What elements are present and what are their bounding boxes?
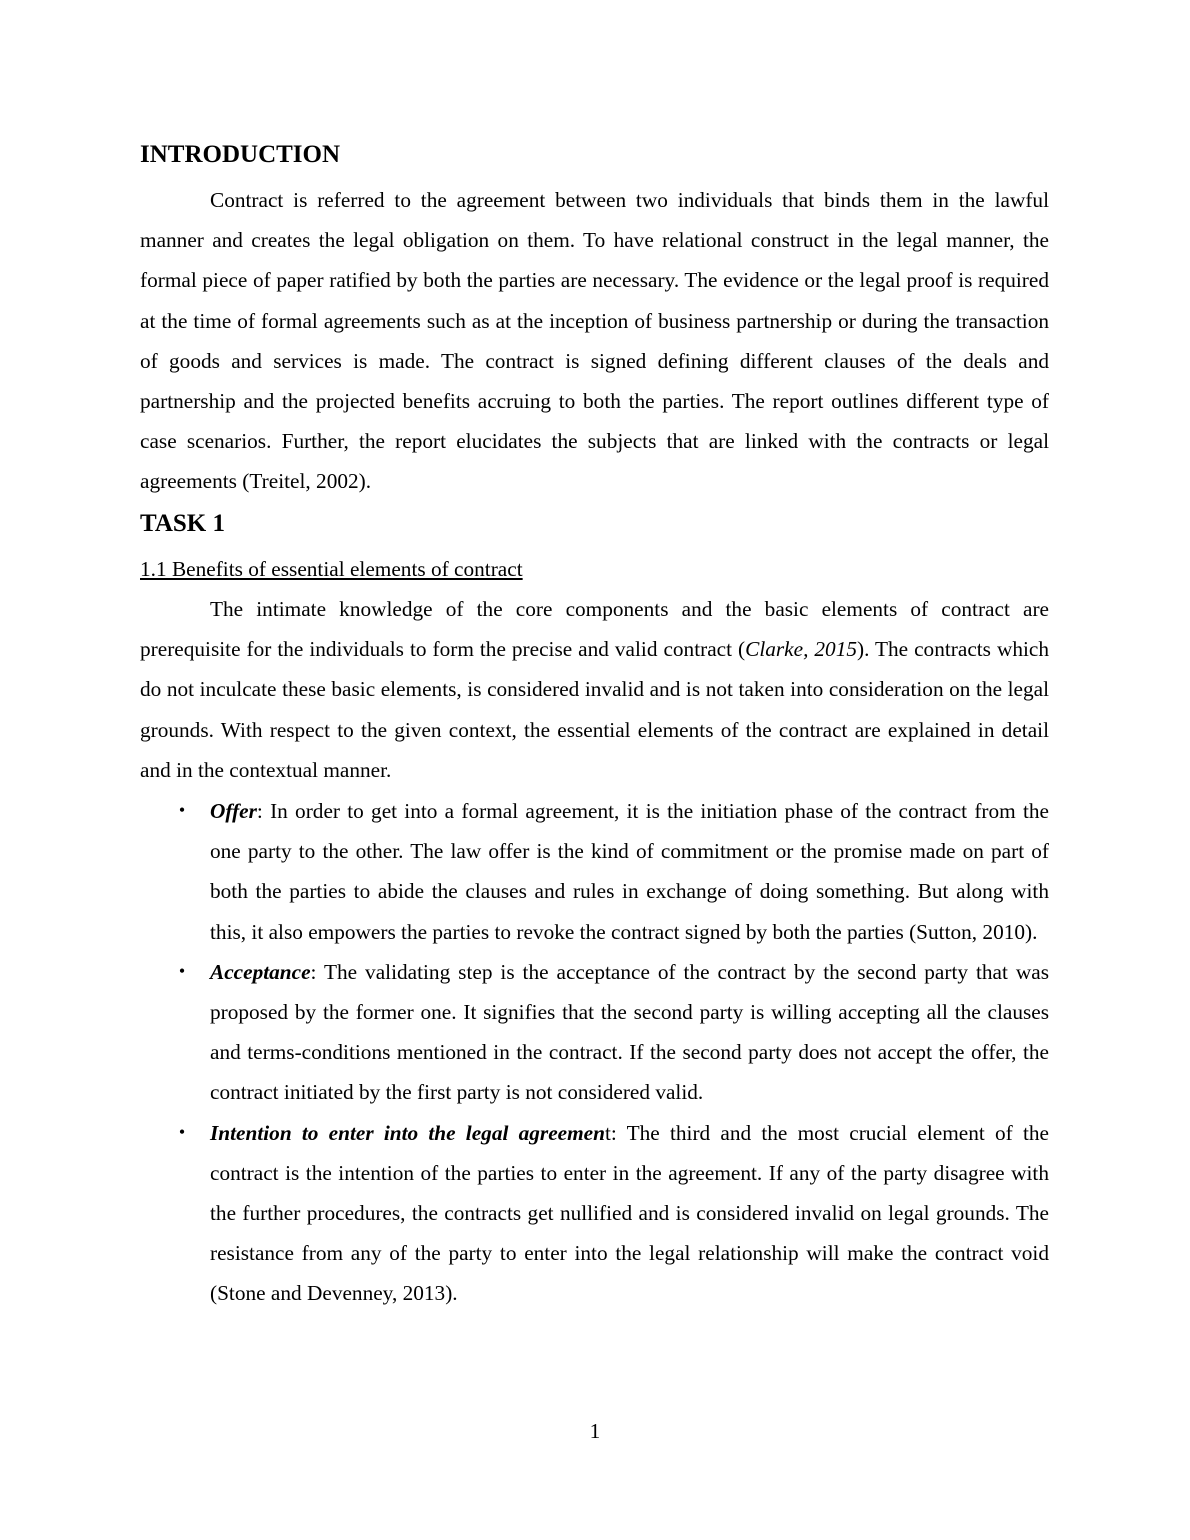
citation-clarke: Clarke, 2015 [745,637,857,662]
section-1-1-subheading: 1.1 Benefits of essential elements of contract [140,557,523,581]
term-offer: Offer [210,799,257,823]
bullet-icon: • [178,960,186,981]
paragraph-text-end: ). The contracts which do not inculcate these basic elements, is considered invalid and is not taken into consideration on the legal grounds. With respect to the given context, the essential elements of the contract are explained in detail and in the contextual manner. [140,637,1050,782]
bullet-icon: • [178,1121,186,1142]
essential-elements-list [140,791,1049,1314]
intention-description: : The third and the most crucial element of the contract is the intention of the parties to enter in the agreement. If any of the party disagree with the further procedures, the contracts get nullified and is considered invalid on legal grounds. The resistance from any of the party to enter into the legal relationship will make the contract void (Stone and Devenney, 2013). [210,1120,1049,1306]
list-item-intention [140,1113,1049,1314]
paragraph-text-start: The intimate knowledge of the core components and the basic elements of contract are prerequisite for the individuals to form the precise and valid contract ( [140,597,1049,662]
list-item-offer [140,791,1049,952]
list-item-acceptance [140,952,1049,1113]
term-suffix: t [604,1120,611,1145]
page-number: 1 [589,1419,601,1443]
bullet-icon: • [178,800,186,820]
term-acceptance: Acceptance [210,959,311,984]
task1-intro-paragraph [140,589,1049,790]
term-intention: Intention to enter into the legal agreemen [210,1120,605,1145]
introduction-heading: INTRODUCTION [140,141,341,168]
introduction-paragraph: Contract is referred to the agreement between two individuals that binds them in the lawful manner and creates the legal obligation on them. To have relational construct in the legal manner, the formal piece of paper ratified by both the parties are necessary. The evidence or the legal proof is required at the time of formal agreements such as at the inception of business partnership or during the transaction of goods and services is made. The contract is signed defining different clauses of the deals and partnership and the projected benefits accruing to both the parties. The report outlines different type of case scenarios. Further, the report elucidates the subjects that are linked with the contracts or legal agreements (Treitel, 2002). [140,188,1049,494]
acceptance-description: : The validating step is the acceptance of the contract by the second party that was proposed by the former one. It signifies that the second party is willing accepting all the clauses and terms-conditions mentioned in the contract. If the second party does not accept the offer, the contract initiated by the first party is not considered valid. [210,959,1049,1105]
offer-description: : In order to get into a formal agreement, it is the initiation phase of the contract from the one party to the other. The law offer is the kind of commitment or the promise made on part of both the parties to abide the clauses and rules in exchange of doing something. But along with this, it also empowers the parties to revoke the contract signed by both the parties (Sutton, 2010). [210,799,1049,944]
task1-heading: TASK 1 [140,510,225,537]
